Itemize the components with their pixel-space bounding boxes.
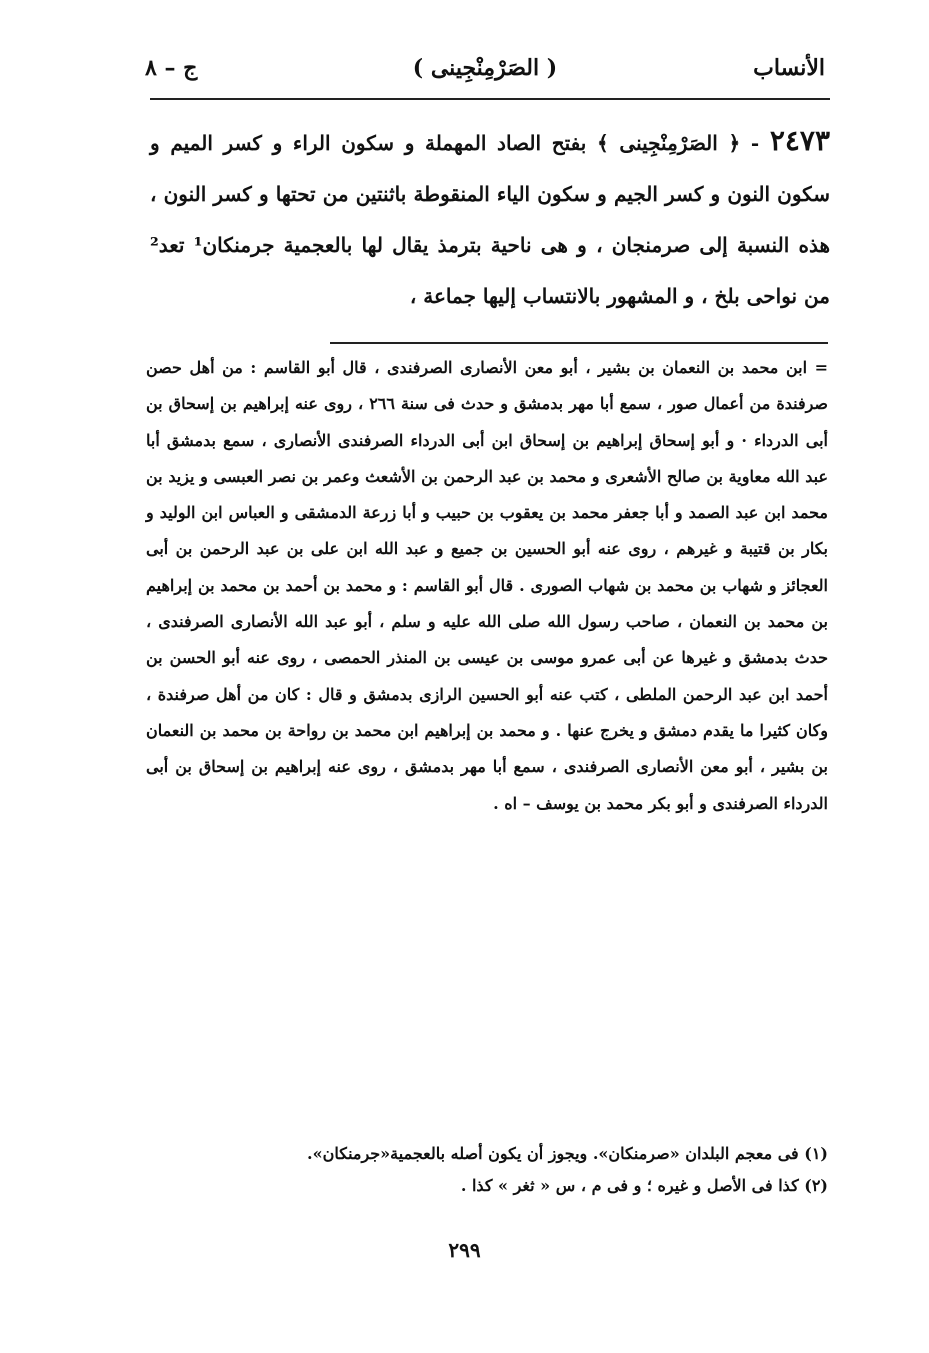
entry-number: ٢٤٧٣ <box>769 124 830 157</box>
running-header <box>145 55 825 95</box>
entry-paragraph <box>150 115 830 322</box>
footnote-1: (١) فى معجم البلدان «صرمنكان». ويجوز أن يكون أصله بالعجمية«جرمنكان». <box>307 1144 828 1163</box>
footnotes <box>146 1138 828 1202</box>
header-book-title: الأنساب <box>753 55 825 81</box>
footnote-2: (٢) كذا فى الأصل و غيره ؛ و فى م ، س « ثغر » كذا . <box>460 1176 828 1195</box>
header-divider <box>150 98 830 100</box>
entry-text: - ﴿ الصَرْمِنْجِينى ﴾ بفتح الصاد المهملة و سكون الراء و كسر الميم و سكون النون و كسر الجيم و سكون الياء المنقوطة باثنتين من تحتها و كسر النون ، هذه النسبة إلى صرمنجان ، و هى ناحية بترمذ يقال لها بالعجمية جرمنكان¹ تعد² من نواحى بلخ ، و المشهور بالانتساب إليها جماعة ، <box>150 131 830 308</box>
footnote-divider <box>330 342 828 344</box>
page-number: ٢٩٩ <box>448 1238 481 1262</box>
continued-footnote-text: = ابن محمد بن النعمان بن بشير ، أبو معن الأنصارى الصرفندى ، قال أبو القاسم : من أهل حصن صرفندة من أعمال صور ، سمع أبا مهر بدمشق و حدث فى سنة ٢٦٦ ، روى عنه إبراهيم بن إسحاق بن أبى الدرداء · و أبو إسحاق إبراهيم بن إسحاق ابن أبى الدرداء الصرفندى الأنصارى ، سمع بدمشق أبا عبد الله معاوية بن صالح الأشعرى و محمد بن عبد الرحمن بن الأشعث وعمر بن نصر العبسى و يزيد بن محمد ابن عبد الصمد و أبا جعفر محمد بن يعقوب بن حبيب و أبا زرعة الدمشقى و العباس ابن الوليد و بكار بن قتيبة و غيرهم ، روى عنه أبو الحسين بن جميع و عبد الله ابن على بن عبد الرحمن بن أبى العجائز و شهاب بن محمد بن شهاب الصورى . قال أبو القاسم : و محمد بن أحمد بن محمد بن إبراهيم بن محمد بن النعمان ، صاحب رسول الله صلى الله عليه و سلم ، أبو عبد الله الأنصارى الصرفندى ، حدث بدمشق و غيرها عن أبى عمرو موسى بن عيسى بن المنذر الحمصى ، روى عنه أبو الحسن بن أحمد ابن عبد الرحمن الملطى ، كتب عنه أبو الحسين الرازى بدمشق و قال : كان من أهل صرفندة ، وكان كثيرا ما يقدم دمشق و يخرج عنها . و محمد بن إبراهيم ابن محمد بن رواحة بن محمد بن النعمان بن بشير ، أبو معن الأنصارى الصرفندى ، سمع أبا مهر بدمشق ، روى عنه إبراهيم بن إسحاق بن أبى الدرداء الصرفندى و أبو بكر محمد بن يوسف – اه . <box>146 358 829 813</box>
header-entry-title: ( الصَرْمِنْجِينى ) <box>412 55 558 81</box>
header-volume: ج – ٨ <box>145 55 198 81</box>
